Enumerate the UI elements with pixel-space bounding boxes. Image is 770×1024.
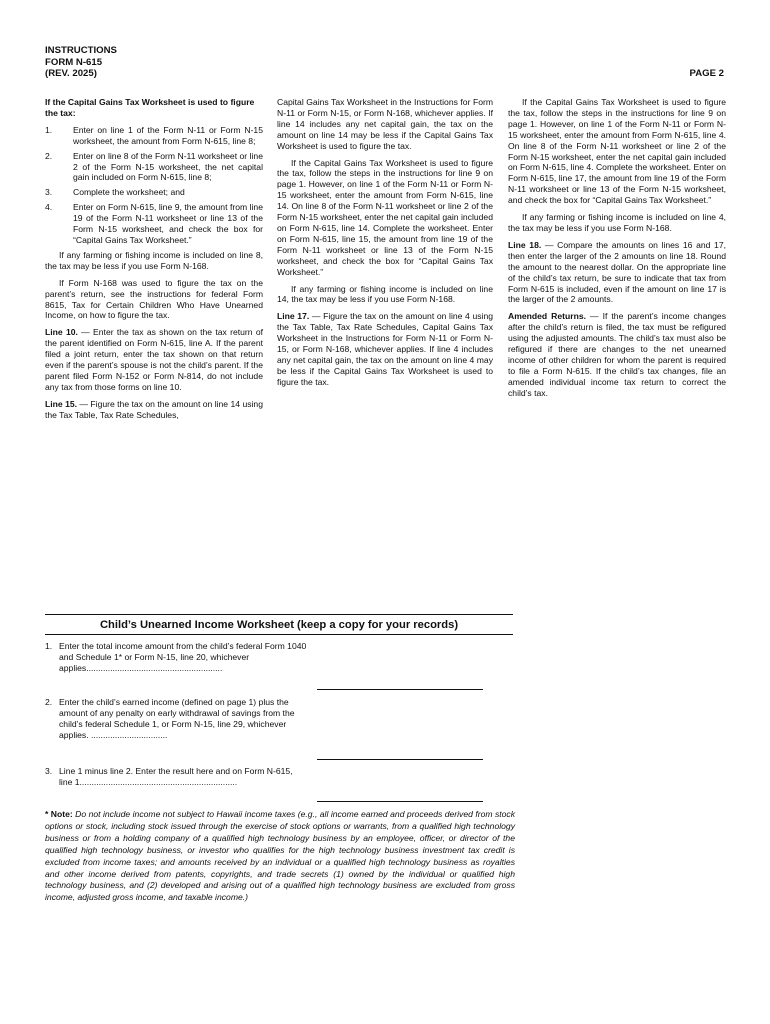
line-15-continued: Capital Gains Tax Worksheet in the Instructions for Form N-11 or Form N-15, or Form N-168, whichever applies. If line 14 includes any net capital gain, the tax on the amount on line 14 may be less if the Capital Gains Tax Worksheet is used to figure the tax. [277,97,493,151]
line-18-paragraph [508,240,726,305]
cgt-worksheet-lead: If the Capital Gains Tax Worksheet is used to figure the tax: [45,97,255,118]
step-4 [45,202,263,246]
line-10-paragraph [45,327,263,392]
step-number: 1. [45,124,53,135]
worksheet-line-2-amount-field[interactable] [317,759,483,760]
worksheet-line-text: Enter the child’s earned income (defined on page 1) plus the amount of any penalty on early withdrawal of savings from the child’s federal Schedule 1, or Form N-15, line 29, whichever applies. ................................ [59,697,295,740]
step-text: Enter on line 8 of the Form N-11 worksheet or line 2 of the Form N-15 worksheet, the net capital gain included on Form N-615, line 8; [73,150,263,183]
line-15-label: Line 15. [45,398,78,409]
line-18-text: — Compare the amounts on lines 16 and 17, then enter the larger of the 2 amounts on line 18. Round the amount to the nearest dollar. On the appropriate line of the child’s tax return, be sure to indicate that tax from Form N-615 is included, even if the amount on line 17 is the larger of the 2 amounts. [508,239,726,305]
cgt-steps-paragraph: If the Capital Gains Tax Worksheet is used to figure the tax, follow the steps in the instructions for line 9 on page 1. However, on line 1 of the Form N-11 or Form N-15 worksheet, enter the amount from Form N-615, line 14. On line 8 of the Form N-11 worksheet or line 2 of the Form N-15 worksheet, enter the net capital gain included on Form N-615, line 14. Complete the worksheet. Enter on Form N-615, line 15, the amount from line 19 of the Form N-11 worksheet or line 13 of the Form N-15 worksheet, and check the box for “Capital Gains Tax Worksheet.” [277,157,493,277]
header-instructions: INSTRUCTIONS [45,45,117,56]
line-10-label: Line 10. [45,327,78,338]
line-10-text: — Enter the tax as shown on the tax return of the parent identified on Form N-615, line A. If the parent filed a joint return, enter the tax shown on that return even if the parent’s spouse is not the child’s parent. If the parent filed Form N-152 or Form N-814, do not include any tax from those forms on line 10. [45,327,263,392]
step-2 [45,151,263,184]
page-number: PAGE 2 [689,68,724,79]
step-1 [45,125,263,147]
column-2 [277,97,493,394]
step-number: 2. [45,150,53,161]
line-17-text: — Figure the tax on the amount on line 4 using the Tax Table, Tax Rate Schedules, Capital Gains Tax Worksheet in the Instructions for Form N-11 or Form N-15, or Form N-168, whichever applies. If line 4 includes any net capital gain, the tax on the amount on line 4 may be less if the Capital Gains Tax Worksheet is used to figure the tax. [277,311,493,387]
header-revision: (REV. 2025) [45,68,97,79]
farming-paragraph: If any farming or fishing income is included on line 4, the tax may be less if you use Form N-168. [508,212,726,233]
line-18-label: Line 18. [508,239,542,250]
worksheet-note [45,809,515,904]
header-form-number: FORM N-615 [45,56,103,68]
worksheet-line-3 [45,766,307,788]
step-text: Complete the worksheet; and [73,187,185,198]
form-header [45,45,117,80]
worksheet-title: Child’s Unearned Income Worksheet (keep a copy for your records) [99,619,459,631]
step-text: Enter on line 1 of the Form N-11 or Form N-15 worksheet, the amount from Form N-615, line 8; [73,124,263,146]
amended-returns-text: — If the parent’s income changes after the child’s return is filed, the tax must be refigured using the adjusted amounts. The child’s tax must also be refigured if there are changes to the net unearned income of other children for whom the parent is required to file a Form N-615. If the child’s tax changes, file an amended individual income tax return to correct the child’s tax. [508,311,726,398]
worksheet-line-number: 3. [45,766,53,776]
worksheet-line-3-amount-field[interactable] [317,801,483,802]
note-text: Do not include income not subject to Hawaii income taxes (e.g., all income earned and proceeds derived from stock options or stock, including stock issued through the exercise of stock options or warrants, from a qualified high technology business or from a holding company of a qualified high technology business by an employee, officer, or director of the qualified high technology business, or investor who qualifies for the high technology business investment tax credit is excluded from income taxes; and amounts received by an individual or a qualified high technology business as royalties and other income derived from patents, copyrights, and trade secrets (1) owned by the individual or qualified high technology business, and (2) developed and arising out of a qualified high technology business are excluded from gross income, adjusted gross income, and taxable income.) [45,809,515,903]
column-3 [508,97,726,405]
step-3 [45,187,263,198]
farming-paragraph: If any farming or fishing income is included on line 8, the tax may be less if you use Form N-168. [45,249,263,271]
worksheet-line-1-amount-field[interactable] [317,689,483,690]
worksheet-line-2 [45,697,307,741]
line-15-paragraph [45,399,263,421]
worksheet-line-1 [45,641,307,674]
worksheet-line-text: Line 1 minus line 2. Enter the result here and on Form N-615, line 1.................................................................. [59,766,293,787]
line-17-label: Line 17. [277,311,310,322]
amended-returns-label: Amended Returns. [508,311,587,322]
n168-paragraph: If Form N-168 was used to figure the tax on the parent’s return, see the instructions for federal Form 8615, Tax for Certain Children Who Have Unearned Income, on how to figure the tax. [45,277,263,321]
worksheet-line-number: 1. [45,641,53,651]
step-text: Enter on Form N-615, line 9, the amount from line 19 of the Form N-11 worksheet or line 13 of the Form N-15 worksheet, and check the box for “Capital Gains Tax Worksheet.” [73,202,263,245]
column-1 [45,97,263,427]
step-number: 3. [45,187,53,198]
note-label: * Note: [45,809,73,819]
worksheet-line-text: Enter the total income amount from the child’s federal Form 1040 and Schedule 1* or Form N-15, line 20, whichever applies......................................................... [59,641,307,673]
line-17-paragraph [277,311,493,387]
farming-paragraph: If any farming or fishing income is included on line 14, the tax may be less if you use Form N-168. [277,283,493,305]
worksheet-title-rule [45,634,513,635]
cgt-steps-paragraph: If the Capital Gains Tax Worksheet is used to figure the tax, follow the steps in the instructions for line 9 on page 1. However, on line 1 of the Form N-11 or Form N-15 worksheet, enter the amount from Form N-615, line 4. On line 8 of the Form N-11 worksheet or line 2 of the Form N-15 worksheet, enter the net capital gain included on Form N-615, line 4. Complete the worksheet. Enter on Form N-615, line 17, the amount from line 19 of the Form N-11 worksheet or line 13 of the Form N-15 worksheet, and check the box for “Capital Gains Tax Worksheet.” [508,97,726,206]
step-number: 4. [45,202,53,213]
line-15-text: — Figure the tax on the amount on line 14 using the Tax Table, Tax Rate Schedules, [45,398,263,420]
amended-returns-paragraph [508,311,726,398]
worksheet-top-rule [45,614,513,615]
worksheet-line-number: 2. [45,697,53,707]
